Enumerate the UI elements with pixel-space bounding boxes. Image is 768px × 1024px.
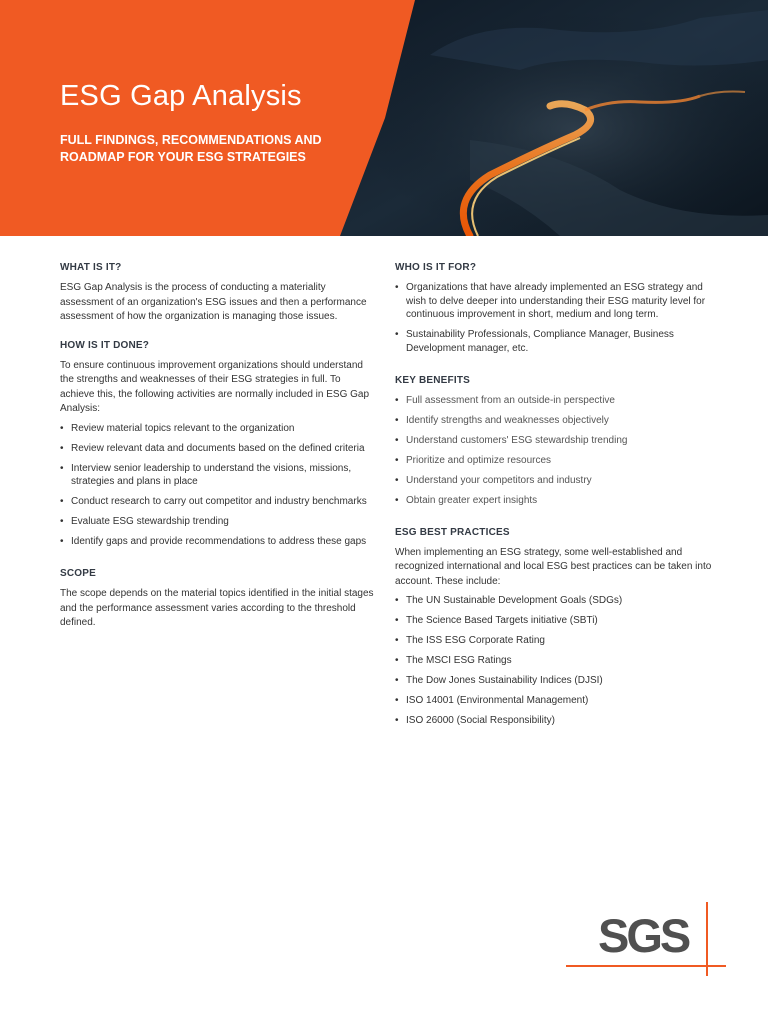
- best-practices-text: When implementing an ESG strategy, some well-established and recognized international and local ESG best practices can be taken into account. These include:: [395, 546, 712, 587]
- key-benefits-heading: KEY BENEFITS: [395, 374, 471, 386]
- activities-list: [60, 422, 376, 549]
- sgs-logo: [560, 900, 730, 980]
- list-item: • Review relevant data and documents based on the defined criteria: [60, 442, 376, 456]
- list-item: • Prioritize and optimize resources: [395, 454, 715, 468]
- list-item: • The Science Based Targets initiative (SBTi): [395, 614, 715, 628]
- best-practices-list: [395, 594, 715, 728]
- list-item: • Full assessment from an outside-in perspective: [395, 394, 715, 408]
- list-item: • The ISS ESG Corporate Rating: [395, 634, 715, 648]
- list-item: • The MSCI ESG Ratings: [395, 654, 715, 668]
- list-item: • The UN Sustainable Development Goals (SDGs): [395, 594, 715, 608]
- list-item: • ISO 26000 (Social Responsibility): [395, 714, 715, 728]
- list-item: • Identify strengths and weaknesses objectively: [395, 414, 715, 428]
- best-practices-heading: ESG BEST PRACTICES: [395, 526, 510, 538]
- list-item: • Obtain greater expert insights: [395, 494, 715, 508]
- list-item: • Evaluate ESG stewardship trending: [60, 515, 376, 529]
- how-is-it-done-heading: HOW IS IT DONE?: [60, 339, 150, 351]
- list-item: • Sustainability Professionals, Compliance Manager, Business Development manager, etc.: [395, 328, 715, 355]
- list-item: • Identify gaps and provide recommendations to address these gaps: [60, 535, 376, 549]
- list-item: • Conduct research to carry out competitor and industry benchmarks: [60, 495, 376, 509]
- scope-text: The scope depends on the material topics identified in the initial stages and the performance assessment varies according to the threshold defined.: [60, 588, 374, 628]
- what-is-it-heading: WHAT IS IT?: [60, 262, 122, 273]
- list-item: • Understand customers' ESG stewardship trending: [395, 434, 715, 448]
- hero-banner: [0, 0, 768, 236]
- list-item: • The Dow Jones Sustainability Indices (DJSI): [395, 674, 715, 688]
- left-column: [60, 262, 376, 631]
- who-is-it-for-heading: WHO IS IT FOR?: [395, 262, 477, 273]
- page-subtitle: FULL FINDINGS, RECOMMENDATIONS AND ROADMAP FOR YOUR ESG STRATEGIES: [60, 133, 322, 164]
- road-night-photo: [0, 0, 768, 236]
- scope-heading: SCOPE: [60, 568, 97, 579]
- sgs-logo-text: SGS: [598, 909, 689, 962]
- what-is-it-text: ESG Gap Analysis is the process of conducting a materiality assessment of an organization's ESG issues and then a performance assessment of how the organization is managing those issues.: [60, 282, 367, 322]
- logo-horizontal-line: [566, 965, 726, 967]
- list-item: • Understand your competitors and industry: [395, 474, 715, 488]
- benefits-list: [395, 394, 715, 508]
- right-column: [395, 262, 715, 734]
- audience-list: [395, 281, 715, 355]
- list-item: • Organizations that have already implemented an ESG strategy and wish to delve deeper into understanding their ESG maturity level for continuous improvement in short, medium and long term.: [395, 281, 715, 322]
- how-is-it-done-text: To ensure continuous improvement organizations should understand the strengths and weaknesses of their ESG strategies in full. To achieve this, the following activities are normally included in ESG Gap Analysis:: [60, 359, 370, 414]
- list-item: • Interview senior leadership to understand the visions, missions, strategies and plans in place: [60, 462, 376, 489]
- page-title: ESG Gap Analysis: [60, 80, 302, 112]
- list-item: • ISO 14001 (Environmental Management): [395, 694, 715, 708]
- list-item: • Review material topics relevant to the organization: [60, 422, 376, 436]
